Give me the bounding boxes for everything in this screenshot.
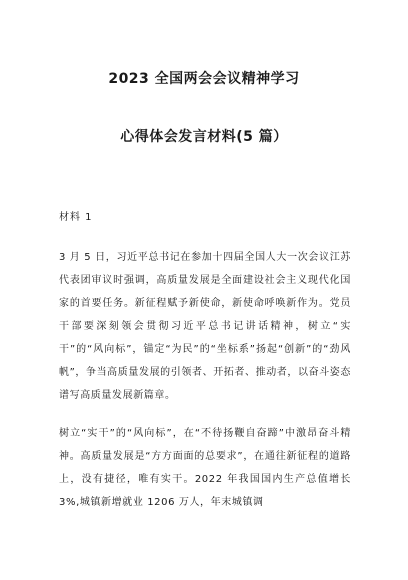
body-paragraph-2: 树立“实干”的“风向标”，在“不待扬鞭自奋蹄”中激昂奋斗精神。高质量发展是“方方面面的总要求”，在通往新征程的道路上，没有捷径，唯有实干。2022 年我国国内生产总值增长 3%,城镇新增就业 1206 万人，年末城镇调 (59, 428, 351, 508)
body-paragraph-1: 3 月 5 日，习近平总书记在参加十四届全国人大一次会议江苏代表团审议时强调，高质量发展是全面建设社会主义现代化国家的首要任务。新征程赋予新使命，新使命呼唤新作为。党员干部要深刻领会贯彻习近平总书记讲话精神，树立“实干”的“风向标”，锚定“为民”的“坐标系”扬起“创新”的“劲风帆”，争当高质量发展的引领者、开拓者、推动者，以奋斗姿态谱写高质量发展新篇章。 (59, 252, 351, 401)
document-title-line-1: 2023 全国两会会议精神学习 (108, 71, 300, 87)
section-label: 材料 1 (59, 212, 93, 223)
document-title-line-2: 心得体会发言材料(5 篇） (120, 129, 288, 145)
